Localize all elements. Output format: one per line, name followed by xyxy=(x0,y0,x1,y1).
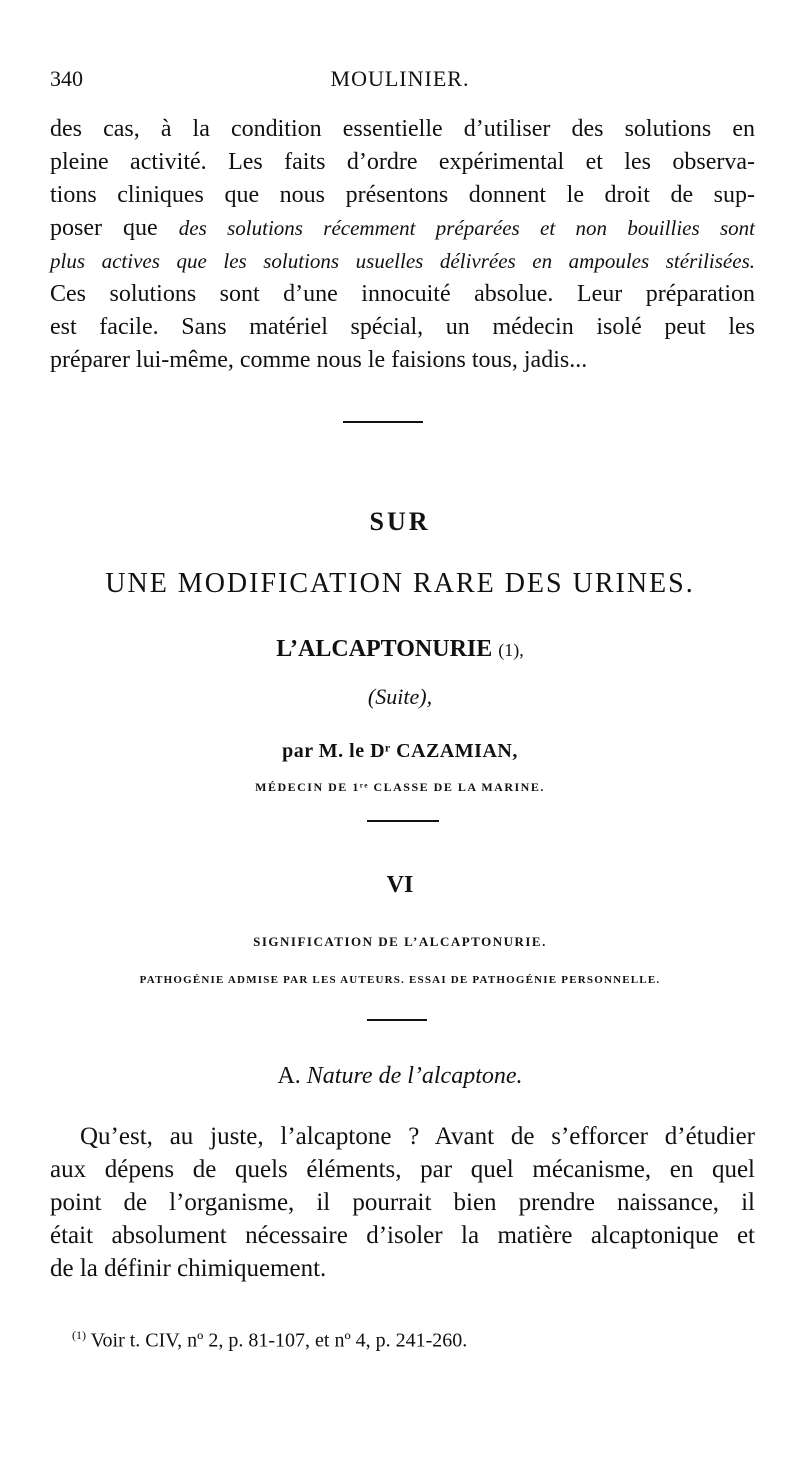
paragraph-body xyxy=(50,1120,755,1285)
article-sur: SUR xyxy=(369,507,431,536)
subsection-label: A. xyxy=(277,1063,301,1089)
footnote-mark: (1) xyxy=(72,1328,86,1342)
text-line-mixed xyxy=(50,212,755,245)
paragraph-continuation xyxy=(50,113,755,377)
article-suite xyxy=(0,684,800,710)
page-header xyxy=(50,66,750,102)
article-subtitle xyxy=(0,636,800,663)
text-line: Qu’est, au juste, l’alcaptone ? Avant de s’efforcer d’étudier xyxy=(80,1123,755,1150)
page-number: 340 xyxy=(50,66,83,91)
subsection-heading xyxy=(0,1063,800,1090)
text-line: point de l’organisme, il pourrait bien prendre naissance, il xyxy=(50,1189,755,1216)
text-line-start: poser que xyxy=(50,215,179,241)
text-line: tions cliniques que nous présentons donnent le droit de sup- xyxy=(50,182,755,208)
article-author: par M. le Dʳ CAZAMIAN, xyxy=(282,740,518,762)
article-title: UNE MODIFICATION RARE DES URINES. xyxy=(105,568,695,599)
footnote-text: Voir t. CIV, nº 2, p. 81-107, et nº 4, p. 241-260. xyxy=(90,1329,468,1352)
italic-emphasis: des solutions récemment préparées et non bouillies sont xyxy=(178,216,756,240)
text-line: Ces solutions sont d’une innocuité absolue. Leur préparation xyxy=(50,281,755,307)
section-number: VI xyxy=(386,872,414,898)
divider xyxy=(367,820,439,822)
text-line: est facile. Sans matériel spécial, un médecin isolé peut les xyxy=(50,314,755,340)
text-line: préparer lui-même, comme nous le faisions tous, jadis... xyxy=(50,347,588,373)
section-title: SIGNIFICATION DE L’ALCAPTONURIE. xyxy=(253,934,547,949)
author-affiliation: MÉDECIN DE 1ʳᵉ CLASSE DE LA MARINE. xyxy=(255,780,545,794)
italic-line: plus actives que les solutions usuelles délivrées en ampoules stérilisées. xyxy=(50,249,755,273)
suite-text: (Suite), xyxy=(367,684,433,709)
text-line: était absolument nécessaire d’isoler la matière alcaptonique et xyxy=(50,1222,755,1249)
divider xyxy=(367,1019,427,1021)
footnote xyxy=(72,1328,467,1353)
subtitle-text: L’ALCAPTONURIE xyxy=(276,636,493,662)
subtitle-note: (1), xyxy=(498,640,524,660)
subsection-title: Nature de l’alcaptone. xyxy=(306,1063,523,1089)
section-subtitle: PATHOGÉNIE ADMISE PAR LES AUTEURS. ESSAI DE PATHOGÉNIE PERSONNELLE. xyxy=(139,974,661,986)
text-line: des cas, à la condition essentielle d’utiliser des solutions en xyxy=(50,116,755,142)
text-line: aux dépens de quels éléments, par quel mécanisme, en quel xyxy=(50,1156,755,1183)
text-line: de la définir chimiquement. xyxy=(50,1255,327,1282)
text-line: pleine activité. Les faits d’ordre expérimental et les observa- xyxy=(50,149,755,175)
section-divider xyxy=(343,421,423,423)
running-head: MOULINIER. xyxy=(330,66,470,91)
